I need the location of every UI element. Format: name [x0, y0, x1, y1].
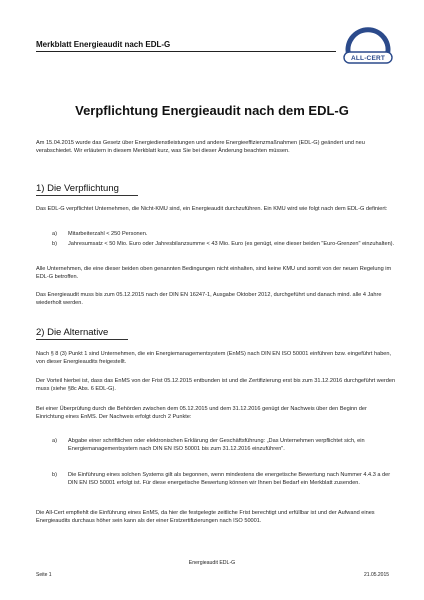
- section1-heading: 1) Die Verpflichtung: [36, 183, 119, 194]
- header-title: Merkblatt Energieaudit nach EDL-G: [36, 40, 171, 49]
- section1-paragraph-1: Das EDL-G verpflichtet Unternehmen, die Nicht-KMU sind, ein Energieaudit durchzuführen. Ein KMU wird wie folgt nach dem EDL-G definiert:: [36, 206, 388, 212]
- section2-heading-underline: [36, 339, 128, 340]
- section2-paragraph-1: Nach § 8 (3) Punkt 1 sind Unternehmen, die ein Energiemanagementsystem (EnMS) nach DIN EN ISO 50001 einführen bzw. eingeführt haben, von dieser Energieaudits freigestellt.: [36, 351, 392, 366]
- section2-paragraph-4: Die All-Cert empfiehlt die Einführung eines EnMS, da hier die festgelegte zeitliche Frist berechtigt und erfüllbar ist und der Aufwand eines Energieaudits durchaus höher sein kann als der einer Erstzertifizierungen nach ISO 50001.: [36, 510, 375, 525]
- section2-paragraph-2: Der Vorteil hierbei ist, dass das EnMS von der Frist 05.12.2015 entbunden ist und die Zertifizierung erst bis zum 31.12.2016 durchgeführt werden muss (siehe §8c Abs. 6 EDL-G).: [36, 378, 396, 393]
- intro-paragraph: Am 15.04.2015 wurde das Gesetz über Energiedienstleistungen und andere Energieeffizienzmaßnahmen (EDL-G) geändert und neu verabschiedet. Wir erläutern in diesem Merkblatt kurz, was Sie bei dieser Änderung beachten müssen.: [36, 140, 365, 155]
- all-cert-logo-icon: [340, 26, 396, 72]
- section1-paragraph-3: Das Energieaudit muss bis zum 05.12.2015 nach der DIN EN 16247-1, Ausgabe Oktober 2012, durchgeführt und danach mind. alle 4 Jahre wiederholt werden.: [36, 292, 382, 307]
- list-marker: b): [52, 472, 57, 478]
- list-item-text: Mitarbeiterzahl < 250 Personen.: [68, 231, 148, 237]
- list-marker: b): [52, 241, 57, 247]
- page-title: Verpflichtung Energieaudit nach dem EDL-G: [75, 103, 349, 118]
- section2-heading: 2) Die Alternative: [36, 327, 109, 338]
- section1-list-item: [52, 230, 396, 238]
- footer-page-number: Seite 1: [36, 572, 52, 578]
- section2-paragraph-3: Bei einer Überprüfung durch die Behörden zwischen dem 05.12.2015 und dem 31.12.2016 genügt der Nachweis über den Beginn der Einrichtung eines EnMS. Der Nachweis erfolgt durch 2 Punkte:: [36, 406, 367, 421]
- footer-date: 21.05.2015: [364, 572, 390, 578]
- list-item-text: Abgabe einer schriftlichen oder elektronischen Erklärung der Geschäftsführung: „Das Unternehmen verpflichtet sich, ein Energiemanagementsystem nach DIN EN ISO 50001 bis zum 31.12.2016 einzuführen".: [68, 438, 365, 453]
- all-cert-logo: [340, 26, 396, 72]
- section2-list-item: [52, 471, 396, 487]
- list-marker: a): [52, 438, 57, 444]
- section1-list-item: [52, 240, 396, 248]
- section1-paragraph-2: Alle Unternehmen, die eine dieser beiden oben genannten Bedingungen nicht einhalten, sind keine KMU und somit von der neuen Regelung im EDL-G betroffen.: [36, 266, 392, 281]
- list-item-text: Die Einführung eines solchen Systems gilt als begonnen, wenn mindestens die energetische Bewertung nach Nummer 4.4.3 a der DIN EN ISO 50001 erfolgt ist. Für diese energetische Bewertung können wir Ihnen bei Bedarf ein Merkblatt zusenden.: [68, 472, 391, 487]
- section1-heading-underline: [36, 195, 138, 196]
- section2-list-item: [52, 437, 396, 453]
- list-marker: a): [52, 231, 57, 237]
- header-rule: [36, 51, 336, 52]
- list-item-text: Jahresumsatz < 50 Mio. Euro oder Jahresbilanzsumme < 43 Mio. Euro (es genügt, eine dieser beiden "Euro-Grenzen" einzuhalten).: [68, 241, 395, 247]
- logo-text: ALL-CERT: [350, 54, 386, 62]
- footer-title: Energieaudit EDL-G: [188, 560, 236, 566]
